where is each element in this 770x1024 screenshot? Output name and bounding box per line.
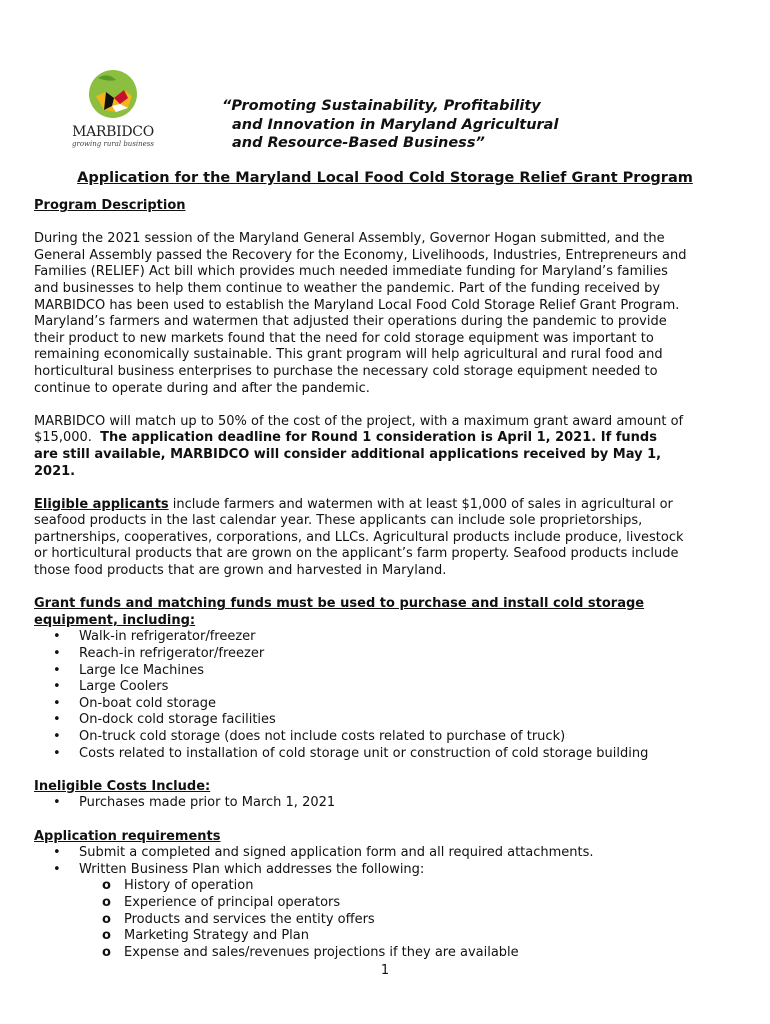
sub-list-item: o Products and services the entity offers bbox=[102, 911, 375, 927]
text-line: MARBIDCO will match up to 50% of the cost of the project, with a maximum grant award amount of bbox=[34, 413, 684, 429]
logo-wordmark: MARBIDCO bbox=[72, 124, 154, 140]
list-item: • Submit a completed and signed application form and all required attachments. bbox=[53, 845, 594, 861]
eligible-paragraph bbox=[34, 497, 734, 580]
eligible-heading: Eligible applicants bbox=[34, 496, 169, 512]
bullet-icon: • bbox=[53, 679, 61, 695]
text-line: During the 2021 session of the Maryland General Assembly, Governor Hogan submitted, and the bbox=[34, 231, 665, 247]
bullet-icon: • bbox=[53, 795, 61, 811]
grant-funds-heading: Grant funds and matching funds must be used to purchase and install cold storage bbox=[34, 596, 645, 612]
list-item: • On-boat cold storage bbox=[53, 695, 217, 711]
marbidco-logo bbox=[68, 68, 158, 154]
text-span: include farmers and watermen with at least $1,000 of sales in agricultural or bbox=[168, 496, 673, 512]
text-line bbox=[34, 464, 734, 481]
motto-line: and Resource-Based Business” bbox=[232, 135, 485, 151]
motto-line: and Innovation in Maryland Agricultural bbox=[232, 116, 559, 133]
sub-list-item: o Expense and sales/revenues projections if they are available bbox=[102, 944, 519, 960]
text-line: horticultural business enterprises to purchase the necessary cold storage equipment needed to bbox=[34, 363, 658, 379]
list-item: • Large Ice Machines bbox=[53, 662, 205, 678]
list-item: • On-dock cold storage facilities bbox=[53, 712, 276, 728]
bullet-icon: • bbox=[53, 646, 61, 662]
sub-list-item: o Experience of principal operators bbox=[102, 894, 341, 910]
text-line: or horticultural products that are grown on the applicant’s farm property. Seafood products include bbox=[34, 546, 679, 562]
text-line: those food products that are grown and harvested in Maryland. bbox=[34, 563, 447, 579]
deadline-text: 2021. bbox=[34, 463, 76, 479]
page-number: 1 bbox=[380, 963, 390, 978]
sub-bullet-icon: o bbox=[102, 928, 111, 944]
list-item: • Purchases made prior to March 1, 2021 bbox=[53, 795, 336, 811]
bullet-icon: • bbox=[53, 629, 61, 645]
bullet-icon: • bbox=[53, 729, 61, 744]
match-paragraph bbox=[34, 414, 734, 480]
text-line: Maryland’s farmers and watermen that adjusted their operations during the pandemic to provide bbox=[34, 314, 667, 330]
requirements-list bbox=[34, 845, 734, 961]
list-item: • Costs related to installation of cold storage unit or construction of cold storage building bbox=[53, 745, 649, 761]
bullet-icon: • bbox=[53, 695, 61, 711]
text-line: their product to new markets found that the need for cold storage equipment was important to bbox=[34, 330, 654, 346]
list-item: • Walk-in refrigerator/freezer bbox=[53, 629, 256, 645]
document-title: Application for the Maryland Local Food Cold Storage Relief Grant Program bbox=[77, 170, 693, 186]
bullet-icon: • bbox=[53, 712, 61, 728]
motto-line: “Promoting Sustainability, Profitability bbox=[222, 98, 541, 114]
ineligible-heading: Ineligible Costs Include: bbox=[34, 778, 211, 794]
list-item: • On-truck cold storage (does not include costs related to purchase of truck) bbox=[53, 729, 566, 744]
bullet-icon: • bbox=[53, 745, 61, 761]
document-body bbox=[34, 198, 734, 961]
requirements-heading: Application requirements bbox=[34, 828, 221, 844]
text-line: MARBIDCO has been used to establish the Maryland Local Food Cold Storage Relief Grant Program. bbox=[34, 297, 680, 313]
list-item: • Reach-in refrigerator/freezer bbox=[53, 646, 265, 662]
text-line bbox=[34, 497, 734, 514]
grant-funds-list bbox=[34, 629, 734, 762]
maryland-flag-icon bbox=[68, 68, 158, 124]
text-line: General Assembly passed the Recovery for the Economy, Livelihoods, Industries, Entrepreneurs and bbox=[34, 247, 687, 263]
logo-tagline: growing rural business bbox=[72, 140, 154, 148]
text-span: $15,000. bbox=[34, 430, 101, 446]
list-item: • Written Business Plan which addresses the following: bbox=[53, 861, 425, 877]
list-item: • Large Coolers bbox=[53, 679, 169, 695]
program-description-paragraph bbox=[34, 231, 734, 397]
text-line bbox=[34, 430, 734, 447]
bullet-icon: • bbox=[53, 662, 61, 678]
text-line: Families (RELIEF) Act bill which provides much needed immediate funding for Maryland’s families bbox=[34, 264, 668, 280]
text-line: remaining economically sustainable. This grant program will help agricultural and rural food and bbox=[34, 347, 663, 363]
deadline-text: are still available, MARBIDCO will consider additional applications received by May 1, bbox=[34, 446, 662, 462]
text-line: and businesses to help them continue to weather the pandemic. Part of the funding received by bbox=[34, 280, 661, 296]
text-line bbox=[34, 447, 734, 464]
sub-bullet-icon: o bbox=[102, 878, 111, 894]
bullet-icon: • bbox=[53, 861, 61, 877]
ineligible-list bbox=[34, 795, 734, 812]
sub-list-item: o Marketing Strategy and Plan bbox=[102, 928, 310, 944]
text-line: seafood products in the last calendar year. These applicants can include sole proprietorships, bbox=[34, 513, 643, 529]
grant-funds-heading: equipment, including: bbox=[34, 612, 196, 628]
sub-bullet-icon: o bbox=[102, 911, 111, 927]
motto bbox=[222, 97, 642, 153]
program-description-heading: Program Description bbox=[34, 198, 186, 213]
bullet-icon: • bbox=[53, 845, 61, 861]
text-line: partnerships, cooperatives, corporations, and LLCs. Agricultural products include produce, livestock bbox=[34, 529, 684, 545]
text-line: continue to operate during and after the pandemic. bbox=[34, 380, 370, 396]
sub-list-item: o History of operation bbox=[102, 878, 254, 894]
sub-bullet-icon: o bbox=[102, 894, 111, 910]
deadline-text: The application deadline for Round 1 consideration is April 1, 2021. If funds bbox=[100, 430, 657, 446]
sub-bullet-icon: o bbox=[102, 944, 111, 960]
